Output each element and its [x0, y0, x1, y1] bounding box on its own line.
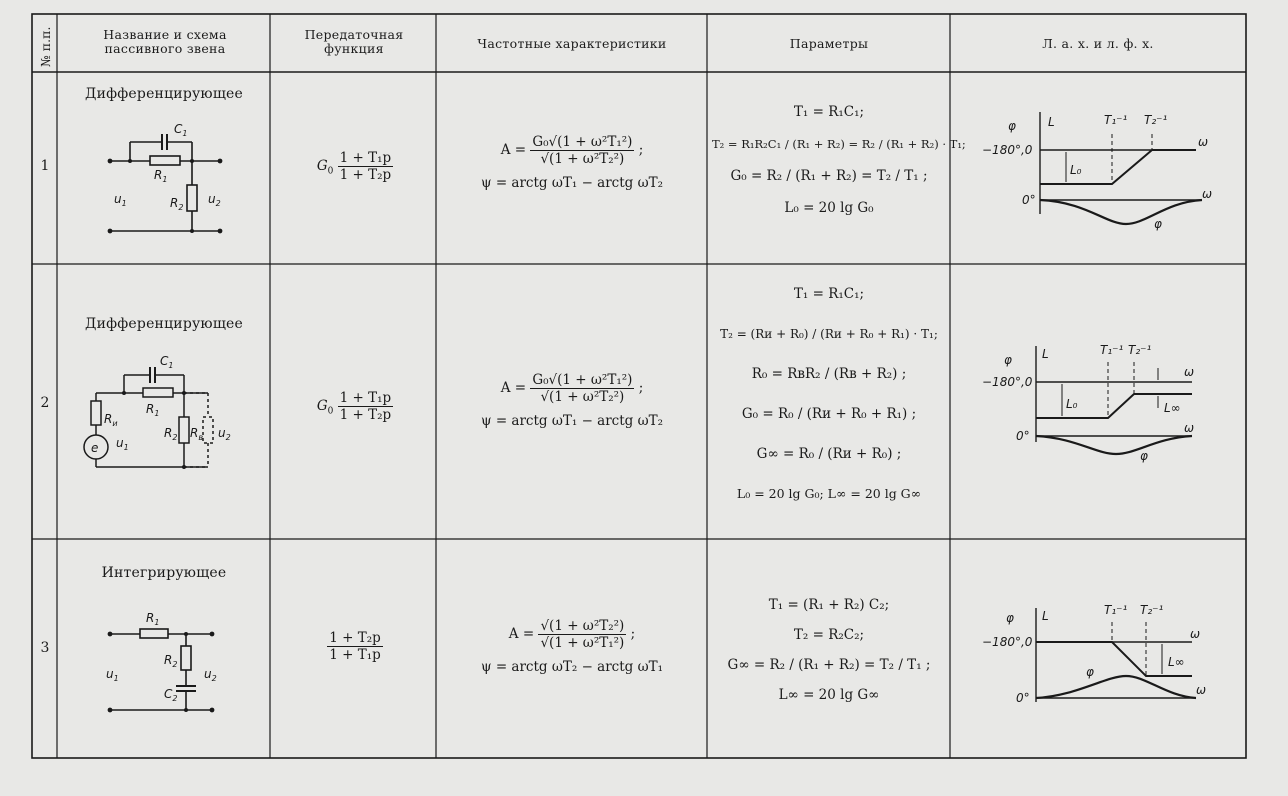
circuit-diagram [100, 600, 230, 720]
svg-text:L₀: L₀ [1070, 163, 1082, 177]
svg-text:ω: ω [1196, 683, 1207, 697]
transfer-function: $G_0$ $\frac{\text{1 + T₁p}}{\text{1 + T₂p}}$ [316, 150, 392, 183]
frequency-characteristics: A = $\frac{\text{G₀√(1 + ω²T₁²)}}{\text{√(1 + ω²T₂²)}}$ ; ψ = arctg ωT₁ − arctg ωT₂ [480, 372, 664, 429]
lah-plot [982, 104, 1231, 234]
svg-text:u1: $u_1$ [106, 667, 119, 683]
svg-text:0°: 0° [1016, 429, 1030, 443]
svg-text:e: e [91, 441, 99, 455]
svg-text:C1: $C_1$ [174, 122, 188, 138]
svg-text:L: L [1042, 347, 1049, 361]
svg-text:φ: φ [1004, 353, 1012, 367]
header-number-cell [33, 15, 57, 72]
svg-text:Rи: $R_и$ [104, 412, 118, 428]
circuit-diagram [78, 345, 248, 475]
header-transfer-function: Передаточная функция [304, 27, 404, 56]
svg-text:R2: $R_2$ [164, 426, 178, 442]
svg-text:T₁⁻¹: T₁⁻¹ [1104, 603, 1128, 617]
row-title: Интегрирующее [101, 565, 227, 581]
svg-text:T₂⁻¹: T₂⁻¹ [1140, 603, 1164, 617]
header-frequency: Частотные характеристики [477, 36, 667, 51]
svg-text:R1: $R_1$ [146, 611, 160, 627]
svg-text:φ: φ [1008, 119, 1016, 133]
header-name: Название и схема пассивного звена [103, 27, 227, 56]
resistor-r2 [187, 185, 197, 211]
row-number: 3 [40, 640, 50, 656]
svg-text:L∞: L∞ [1164, 401, 1181, 415]
svg-text:φ: φ [1140, 449, 1148, 463]
svg-text:u1: $u_1$ [116, 436, 129, 452]
frequency-characteristics: A = $\frac{\text{G₀√(1 + ω²T₁²)}}{\text{√(1 + ω²T₂²)}}$ ; ψ = arctg ωT₁ − arctg ωT₂ [480, 134, 664, 191]
parameters: T₁ = (R₁ + R₂) C₂; T₂ = R₂C₂; G∞ = R₂ / (R₁ + R₂) = T₂ / T₁ ; L∞ = 20 lg G∞ [727, 597, 931, 703]
resistor-r1 [150, 156, 180, 165]
svg-text:L: L [1048, 115, 1055, 129]
svg-text:ω: ω [1184, 421, 1195, 435]
row-title: Дифференцирующее [85, 86, 243, 102]
svg-text:C2: $C_2$ [164, 687, 178, 703]
svg-text:−180°,0: −180°,0 [982, 635, 1033, 649]
svg-text:u2: $u_2$ [208, 192, 221, 208]
svg-text:−180°,0: −180°,0 [982, 143, 1033, 157]
svg-text:L: L [1042, 609, 1049, 623]
svg-text:R2: $R_2$ [164, 653, 178, 669]
lah-plot [982, 598, 1231, 718]
row-number: 2 [40, 395, 50, 411]
svg-text:u2: $u_2$ [204, 667, 217, 683]
frequency-characteristics: A = $\frac{\text{√(1 + ω²T₂²)}}{\text{√(1 + ω²T₁²)}}$ ; ψ = arctg ωT₂ − arctg ωT₁ [480, 618, 664, 675]
svg-text:ω: ω [1190, 627, 1201, 641]
svg-text:u1: $u_1$ [114, 192, 127, 208]
svg-text:Rв: $R_в$ [190, 426, 204, 442]
header-parameters: Параметры [789, 36, 869, 51]
svg-text:T₁⁻¹: T₁⁻¹ [1100, 343, 1124, 357]
svg-text:0°: 0° [1016, 691, 1030, 705]
svg-text:T₁⁻¹: T₁⁻¹ [1104, 113, 1128, 127]
svg-text:φ: φ [1006, 611, 1014, 625]
svg-text:ω: ω [1184, 365, 1195, 379]
parameters: T₁ = R₁C₁; T₂ = R₁R₂C₁ / (R₁ + R₂) = R₂ / (R₁ + R₂) · T₁; G₀ = R₂ / (R₁ + R₂) = T₂ / T₁ ; L₀ = 20 lg G₀ [712, 104, 966, 216]
transfer-function: $G_0$ $\frac{\text{1 + T₁p}}{\text{1 + T₂p}}$ [316, 390, 392, 423]
svg-text:0°: 0° [1022, 193, 1036, 207]
header-number: № п.п. [38, 26, 53, 67]
svg-text:ω: ω [1198, 135, 1209, 149]
svg-text:−180°,0: −180°,0 [982, 375, 1033, 389]
circuit-diagram [100, 115, 230, 245]
svg-text:L∞: L∞ [1168, 655, 1185, 669]
row-title: Дифференцирующее [85, 316, 243, 332]
parameters: T₁ = R₁C₁; T₂ = (Rи + R₀) / (Rи + R₀ + R₁) · T₁; R₀ = RвR₂ / (Rв + R₂) ; G₀ = R₀ / (Rи + R₀ + R₁) ; G∞ = R₀ / (Rи + R₀) ; L₀ = 20 lg G₀; L∞ = 20 lg G∞ [720, 286, 938, 501]
svg-text:R2: $R_2$ [170, 196, 184, 212]
transfer-function: $\frac{\text{1 + T₂p}}{\text{1 + T₁p}}$ [329, 630, 381, 663]
svg-text:u2: $u_2$ [218, 426, 231, 442]
svg-text:R1: $R_1$ [154, 168, 168, 184]
lah-plot [982, 338, 1231, 468]
svg-text:C1: $C_1$ [160, 354, 174, 370]
svg-text:R1: $R_1$ [146, 402, 160, 418]
svg-text:φ: φ [1154, 217, 1162, 231]
svg-text:T₂⁻¹: T₂⁻¹ [1144, 113, 1168, 127]
header-lah: Л. а. х. и л. ф. х. [1042, 36, 1154, 51]
row-number: 1 [40, 158, 50, 174]
svg-text:ω: ω [1202, 187, 1213, 201]
svg-text:T₂⁻¹: T₂⁻¹ [1128, 343, 1152, 357]
svg-text:L₀: L₀ [1066, 397, 1078, 411]
svg-text:φ: φ [1086, 665, 1094, 679]
